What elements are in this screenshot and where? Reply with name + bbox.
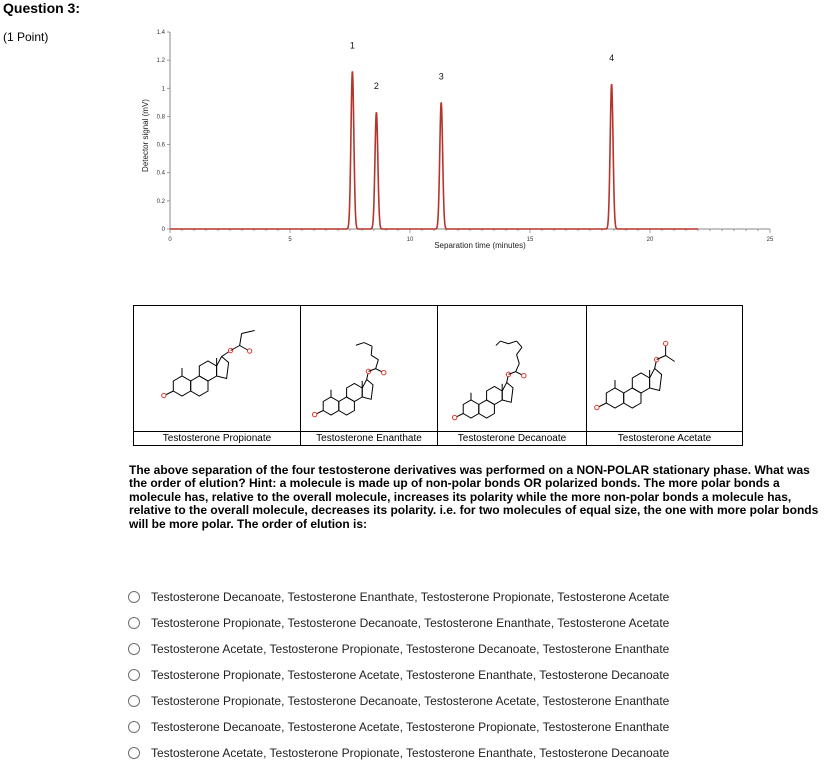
ester-bond [231,346,240,351]
peak-label: 4 [609,53,615,64]
ring-a [463,400,479,418]
testosterone-propionate-structure [134,306,301,433]
ring-d [502,383,513,403]
y-tick-label: 1.4 [156,30,165,36]
ring-c [347,384,363,402]
radio-button[interactable] [128,617,140,629]
structure-name: Testosterone Enanthate [301,431,437,445]
y-tick-label: 0.4 [156,170,165,177]
option-label[interactable]: Testosterone Acetate, Testosterone Propionate, Testosterone Decanoate, Testosterone Enanthate [151,642,670,656]
radio-button[interactable] [128,747,140,759]
carbonyl-oxygen [247,349,251,353]
option-label[interactable]: Testosterone Propionate, Testosterone Acetate, Testosterone Enanthate, Testosterone Decanoate [151,668,670,682]
y-tick-label: 1.2 [156,58,165,65]
y-tick-label: 0.8 [156,114,165,121]
answer-option[interactable] [128,584,669,610]
answer-option[interactable] [128,610,669,636]
chromatogram-chart [130,25,790,255]
ring-c [487,387,503,405]
question-title: Question 3: [3,0,81,16]
option-label[interactable]: Testosterone Decanoate, Testosterone Enanthate, Testosterone Propionate, Testosterone Acetate [151,590,670,604]
carbonyl-oxygen [663,341,667,345]
x-tick-label: 5 [288,237,292,243]
radio-button[interactable] [128,669,140,681]
ketone-bond [598,403,606,407]
alkyl-bond [371,346,372,355]
ketone-oxygen [595,405,599,409]
alkyl-bond [517,355,520,364]
alkyl-bond [242,331,255,334]
structure-cell-decanoate [438,306,587,445]
answer-options [128,584,669,766]
ketone-oxygen [312,412,316,416]
radio-button[interactable] [128,695,140,707]
ester-oxygen [654,357,658,361]
answer-option[interactable] [128,662,669,688]
y-tick-label: 1 [161,86,165,93]
structure-cell-enanthate [301,306,438,445]
signal-trace [170,71,698,229]
x-tick-label: 15 [526,237,534,243]
option-label[interactable]: Testosterone Acetate, Testosterone Propionate, Testosterone Enanthate, Testosterone Decanoate [151,746,670,760]
ring-a [323,397,339,415]
alkyl-bond [516,364,520,372]
ring-d [362,380,373,400]
structure-cell-acetate [587,306,742,445]
ring-a [173,376,190,396]
ketone-bond [165,391,173,395]
peak-label: 2 [373,81,379,92]
x-tick-label: 20 [646,237,654,243]
ring-d [650,369,662,391]
structure-name: Testosterone Decanoate [438,431,586,445]
alkyl-bond [666,356,675,362]
alkyl-bond [496,341,501,346]
carbonyl-oxygen [522,374,526,378]
x-tick-label: 10 [406,237,414,243]
ring-a [606,388,623,408]
y-axis-label: Detector signal (mV) [141,99,150,172]
structure-cell-propionate [134,306,301,445]
alkyl-bond [517,341,522,347]
ketone-oxygen [452,415,456,419]
ketone-oxygen [162,393,166,397]
radio-button[interactable] [128,721,140,733]
testosterone-enanthate-structure [301,306,438,433]
alkyl-bond [508,341,516,344]
radio-button[interactable] [128,643,140,655]
question-points: (1 Point) [3,30,49,44]
ring-d [217,357,229,379]
alkyl-bond [376,360,379,369]
option-label[interactable]: Testosterone Propionate, Testosterone Decanoate, Testosterone Acetate, Testosterone Enanthate [151,694,670,708]
testosterone-acetate-structure [587,306,742,433]
alkyl-bond [500,341,508,344]
x-tick-label: 25 [766,237,774,243]
answer-option[interactable] [128,740,669,766]
x-axis-label: Separation time (minutes) [434,241,526,250]
alkyl-bond [371,355,378,360]
testosterone-decanoate-structure [438,306,587,433]
y-tick-label: 0 [161,227,165,233]
peak-label: 3 [438,71,444,82]
answer-option[interactable] [128,688,669,714]
peak-label: 1 [349,40,355,51]
option-label[interactable]: Testosterone Decanoate, Testosterone Acetate, Testosterone Propionate, Testosterone Enanthate [151,720,670,734]
structure-name: Testosterone Acetate [587,431,742,445]
answer-option[interactable] [128,636,669,662]
option-label[interactable]: Testosterone Propionate, Testosterone Decanoate, Testosterone Enanthate, Testosterone Acetate [151,616,670,630]
answer-option[interactable] [128,714,669,740]
carbonyl-oxygen [382,371,386,375]
radio-button[interactable] [128,591,140,603]
ring-c [632,373,649,393]
alkyl-bond [517,347,522,354]
x-tick-label: 0 [168,237,172,243]
question-prompt: The above separation of the four testosterone derivatives was performed on a NON-POLAR stationary phase. What was the order of elution? Hint: a molecule is made up of non-polar bonds OR polarized bonds. The more polar bonds a molecule has, relative to the overall molecule, increases its polarity while the more non-polar bonds a molecule has, relative to the overall molecule, decreases its polarity. i.e. for two molecules of equal size, the one with more polar bonds will be more polar. The order of elution is: [129,463,819,531]
alkyl-bond [240,334,242,346]
y-tick-label: 0.6 [156,142,165,149]
ring-c [199,361,216,381]
structure-name: Testosterone Propionate [134,431,300,445]
alkyl-bond [356,343,364,346]
y-tick-label: 0.2 [156,198,165,205]
structures-table [133,305,743,446]
alkyl-bond [364,343,372,347]
